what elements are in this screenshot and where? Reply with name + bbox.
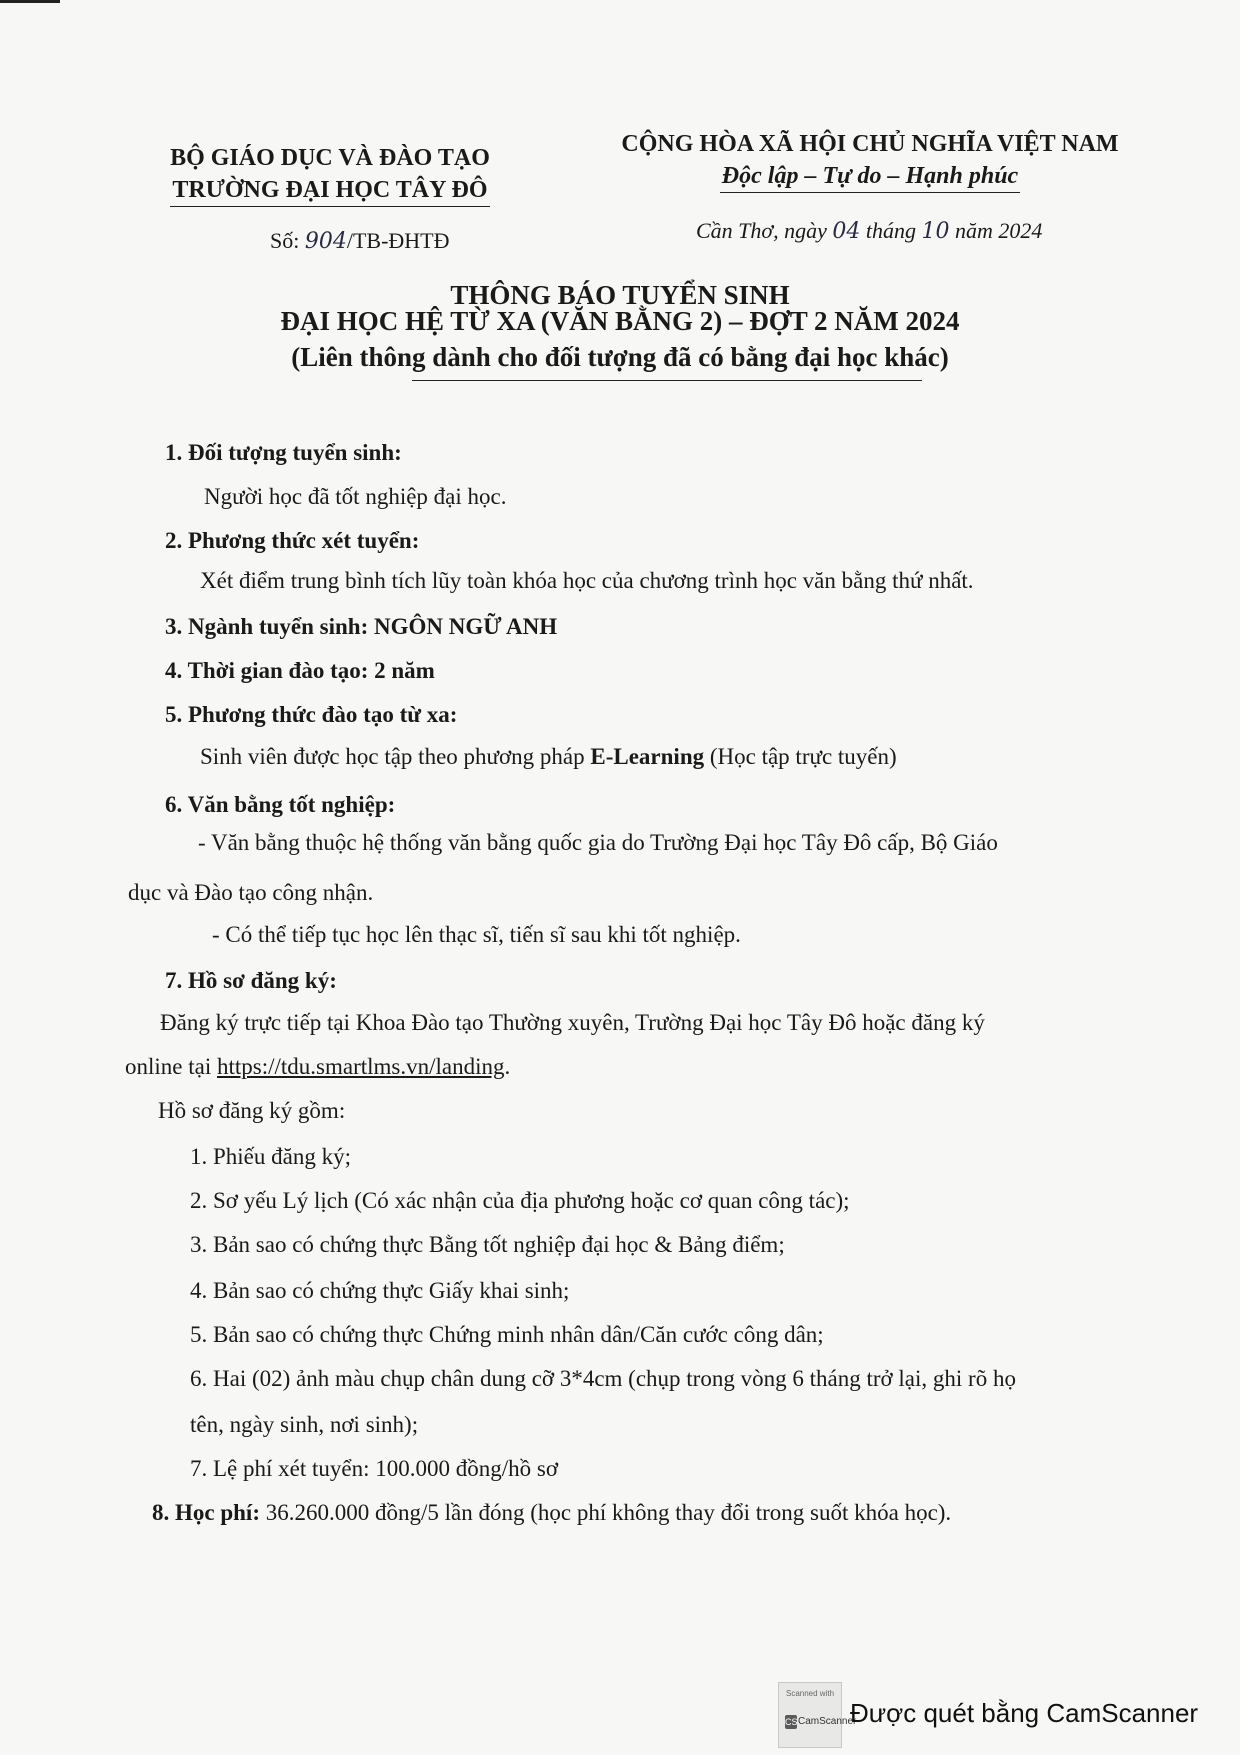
section-4-heading: 4. Thời gian đào tạo: 2 năm (165, 658, 435, 683)
national-header (560, 128, 1180, 193)
section-7-heading: 7. Hồ sơ đăng ký: (165, 968, 337, 993)
university-name: TRƯỜNG ĐẠI HỌC TÂY ĐÔ (170, 174, 489, 207)
section-3-heading: 3. Ngành tuyển sinh: NGÔN NGỮ ANH (165, 614, 558, 639)
section-1-heading: 1. Đối tượng tuyển sinh: (165, 440, 402, 465)
title-line-1: THÔNG BÁO TUYỂN SINH (450, 280, 790, 310)
title-line-3: (Liên thông dành cho đối tượng đã có bằng đại học khác) (291, 342, 949, 372)
camscanner-footer-text: Được quét bằng CamScanner (850, 1698, 1199, 1728)
list-item-1: 1. Phiếu đăng ký; (190, 1144, 351, 1169)
camscanner-badge: Scanned with CS CamScanner (778, 1682, 842, 1748)
list-item-4: 4. Bản sao có chứng thực Giấy khai sinh; (190, 1278, 570, 1303)
list-item-5: 5. Bản sao có chứng thực Chứng minh nhân dân/Căn cước công dân; (190, 1322, 824, 1347)
scan-edge-mark (0, 0, 60, 3)
title-underline (412, 380, 922, 381)
section-6-line-2: dục và Đào tạo công nhận. (128, 880, 374, 905)
documents-list-title: Hồ sơ đăng ký gồm: (158, 1098, 346, 1123)
section-6-heading: 6. Văn bằng tốt nghiệp: (165, 792, 396, 817)
list-item-2: 2. Sơ yếu Lý lịch (Có xác nhận của địa phương hoặc cơ quan công tác); (190, 1188, 850, 1213)
handwritten-day: 04 (832, 219, 861, 244)
section-1-text: Người học đã tốt nghiệp đại học. (204, 484, 507, 509)
section-6-line-3: - Có thể tiếp tục học lên thạc sĩ, tiến sĩ sau khi tốt nghiệp. (212, 922, 741, 947)
camscanner-logo-icon: CS (785, 1717, 798, 1727)
country-name: CỘNG HÒA XÃ HỘI CHỦ NGHĨA VIỆT NAM (621, 131, 1119, 157)
section-7-line-2: online tại https://tdu.smartlms.vn/landing. (125, 1054, 511, 1079)
ministry-name: BỘ GIÁO DỤC VÀ ĐÀO TẠO (170, 145, 490, 171)
section-5-heading: 5. Phương thức đào tạo từ xa: (165, 702, 458, 727)
title-line-2: ĐẠI HỌC HỆ TỪ XA (VĂN BẰNG 2) – ĐỢT 2 NĂM 2024 (280, 306, 960, 336)
list-item-3: 3. Bản sao có chứng thực Bằng tốt nghiệp đại học & Bảng điểm; (190, 1232, 785, 1257)
section-8 (152, 1500, 951, 1526)
section-6-line-1: - Văn bằng thuộc hệ thống văn bằng quốc gia do Trường Đại học Tây Đô cấp, Bộ Giáo (198, 830, 998, 855)
place-and-date: Cần Thơ, ngày 04 tháng 10 năm 2024 (696, 218, 1043, 244)
document-number: Số: 904/TB-ĐHTĐ (270, 228, 450, 254)
section-2-heading: 2. Phương thức xét tuyển: (165, 528, 420, 553)
national-motto: Độc lập – Tự do – Hạnh phúc (720, 160, 1020, 193)
list-item-6-line-2: tên, ngày sinh, nơi sinh); (190, 1412, 419, 1437)
e-learning-term: E-Learning (590, 744, 705, 769)
section-8-heading: 8. Học phí: (152, 1500, 260, 1525)
section-5-text: Sinh viên được học tập theo phương pháp E-Learning (Học tập trực tuyến) (200, 744, 897, 769)
registration-link[interactable]: https://tdu.smartlms.vn/landing (216, 1054, 505, 1079)
handwritten-month: 10 (921, 219, 950, 244)
section-8-text: 36.260.000 đồng/5 lần đóng (học phí không thay đổi trong suốt khóa học). (259, 1500, 952, 1525)
section-2-text: Xét điểm trung bình tích lũy toàn khóa học của chương trình học văn bằng thứ nhất. (200, 568, 974, 593)
issuer-header (130, 142, 530, 207)
handwritten-number: 904 (304, 229, 347, 254)
list-item-6-line-1: 6. Hai (02) ảnh màu chụp chân dung cỡ 3*4cm (chụp trong vòng 6 tháng trở lại, ghi rõ họ (190, 1366, 1016, 1391)
section-7-line-1: Đăng ký trực tiếp tại Khoa Đào tạo Thường xuyên, Trường Đại học Tây Đô hoặc đăng ký (160, 1010, 985, 1035)
list-item-7: 7. Lệ phí xét tuyển: 100.000 đồng/hồ sơ (190, 1456, 558, 1481)
